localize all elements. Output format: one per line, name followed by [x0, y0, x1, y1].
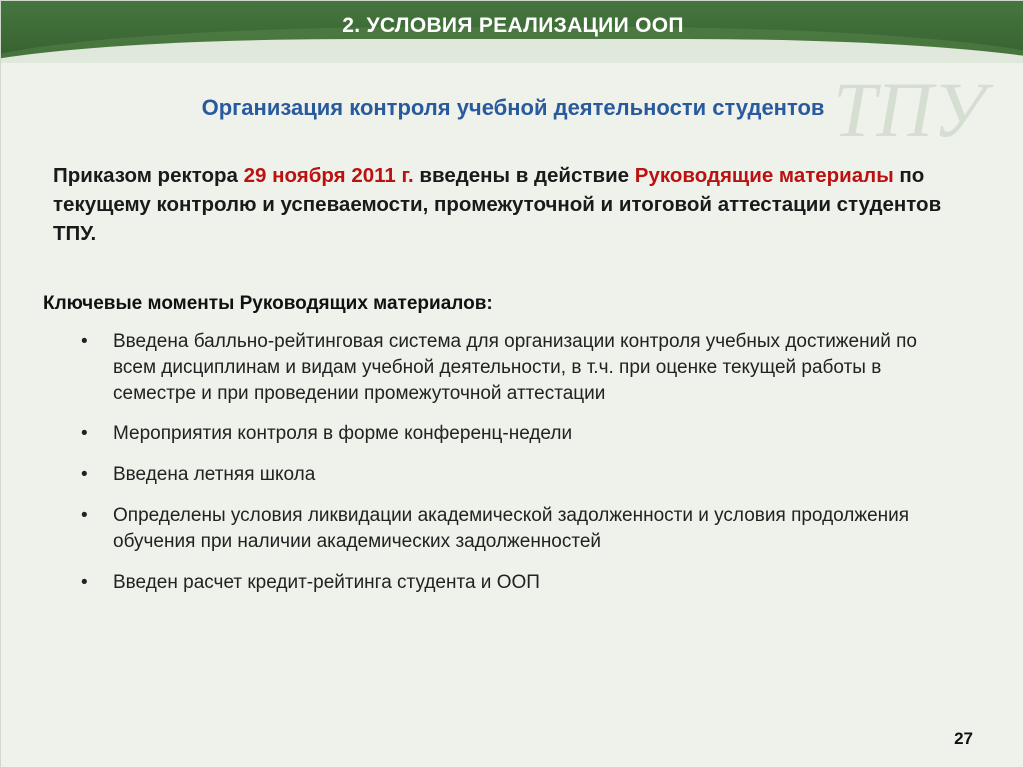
list-item-text: Определены условия ликвидации академической задолженности и условия продолжения обучения при наличии академических задолженностей — [113, 505, 910, 552]
list-item-text: Мероприятия контроля в форме конференц-недели — [113, 423, 573, 445]
paragraph-part-2: введены в действие — [413, 164, 635, 187]
list-item — [59, 503, 959, 555]
keypoints-heading: Ключевые моменты Руководящих материалов: — [43, 293, 493, 314]
bullet-marker-icon: • — [81, 505, 88, 527]
bullet-marker-icon: • — [81, 571, 88, 593]
slide-header-title: 2. УСЛОВИЯ РЕАЛИЗАЦИИ ООП — [342, 14, 684, 37]
keypoints-list — [59, 329, 959, 611]
slide-body — [1, 63, 1024, 768]
slide-subtitle: Организация контроля учебной деятельности студентов — [201, 95, 825, 120]
tpu-logo-watermark: ТПУ — [833, 66, 986, 153]
paragraph-part-3: по текущему контролю и успеваемости, промежуточной и итоговой аттестации студентов ТПУ. — [53, 164, 942, 246]
list-item — [59, 462, 959, 488]
list-item-text: Введен расчет кредит-рейтинга студента и ООП — [113, 571, 540, 593]
paragraph-accent-document: Руководящие материалы — [634, 164, 894, 187]
list-item — [59, 329, 959, 406]
list-item-text: Введена летняя школа — [113, 464, 316, 486]
bullet-marker-icon: • — [81, 331, 88, 352]
paragraph-part-1: Приказом ректора — [53, 164, 244, 187]
paragraph-accent-date: 29 ноября 2011 г. — [243, 164, 414, 187]
bullet-marker-icon: • — [81, 423, 88, 445]
intro-paragraph — [53, 161, 953, 248]
list-item-text: Введена балльно-рейтинговая система для организации контроля учебных достижений по всем дисциплинам и видам учебной деятельности, в т.ч. при оценке текущей работы в семестре и при проведении промежуточной аттестации — [113, 331, 917, 404]
bullet-marker-icon: • — [81, 464, 88, 486]
page-number: 27 — [954, 729, 973, 748]
list-item — [59, 421, 959, 447]
list-item — [59, 570, 959, 596]
